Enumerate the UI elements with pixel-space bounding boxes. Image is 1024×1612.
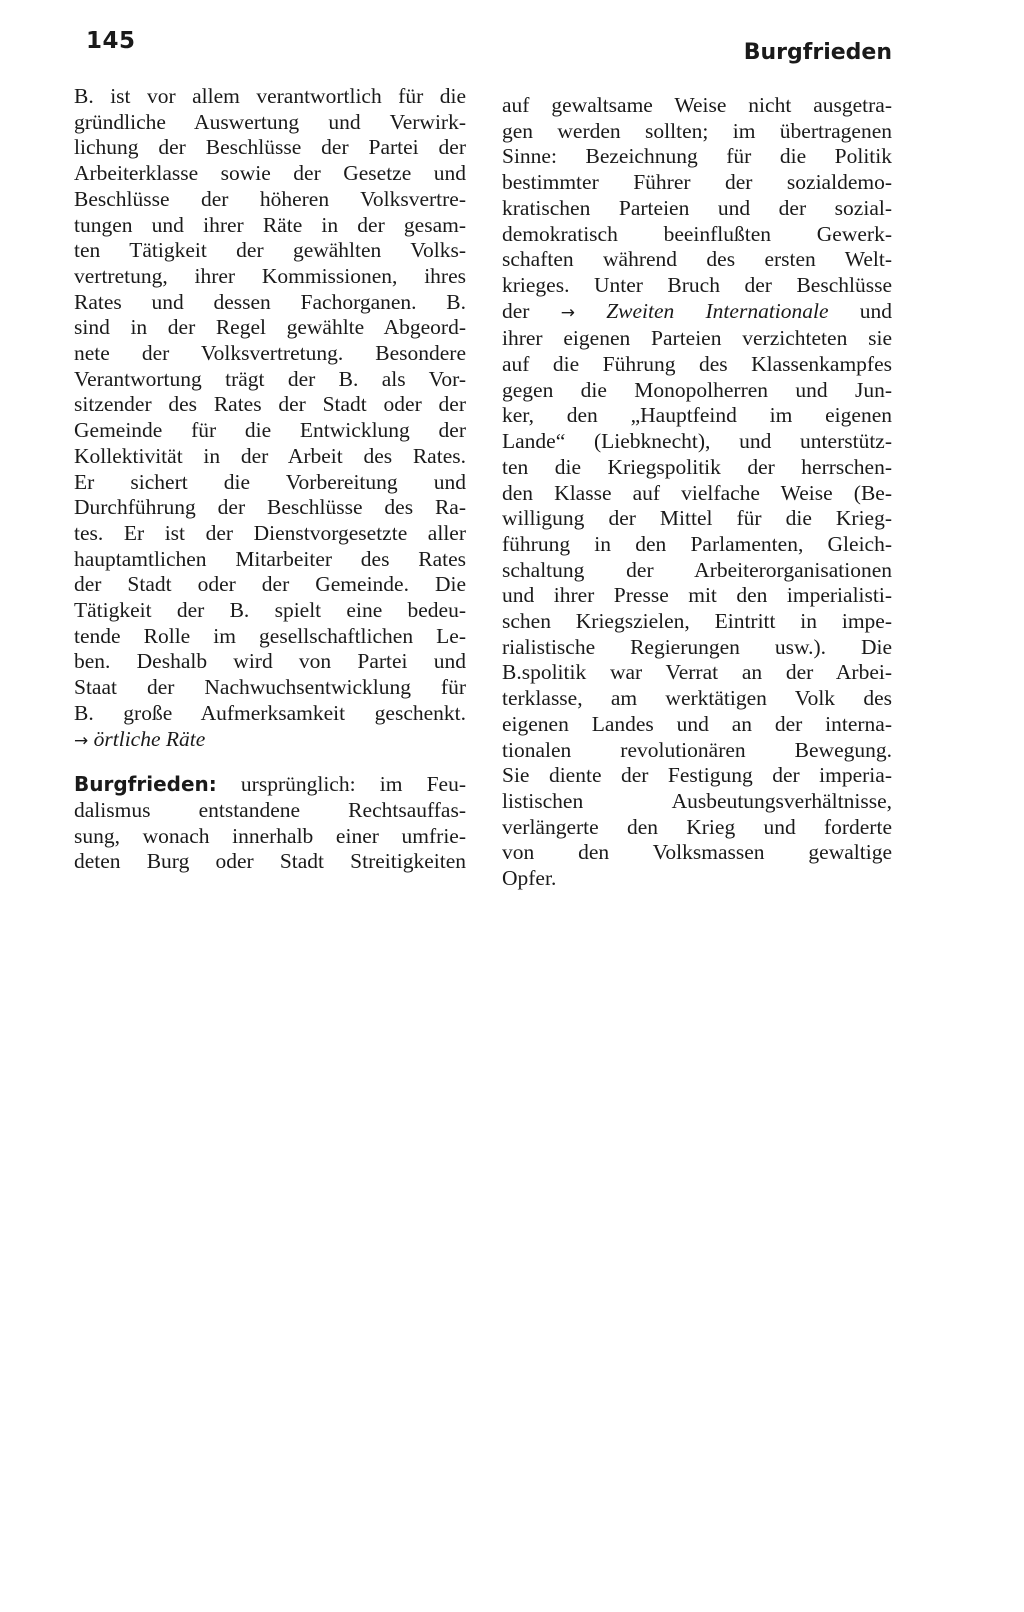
text-line: hauptamtlichen Mitarbeiter des Rates xyxy=(74,546,466,571)
arrow-icon: → xyxy=(74,730,89,751)
entry-body xyxy=(74,798,466,875)
text-line: Durchführung der Beschlüsse des Ra- xyxy=(74,495,466,520)
cross-reference-text: Zweiten Internationale xyxy=(606,298,829,323)
text-line: deten Burg oder Stadt Streitigkeiten xyxy=(74,849,466,874)
text-line: der Stadt oder der Gemeinde. Die xyxy=(74,572,466,597)
text-line: demokratisch beeinflußten Gewerk- xyxy=(502,221,892,246)
cross-reference xyxy=(74,727,466,755)
text-line: schen Kriegszielen, Eintritt in impe- xyxy=(502,609,892,634)
entry-body-continued xyxy=(502,93,892,299)
left-column xyxy=(74,84,466,875)
right-column xyxy=(502,93,892,892)
text-line: gen werden sollten; im übertragenen xyxy=(502,118,892,143)
text-line: B. große Aufmerksamkeit geschenkt. xyxy=(74,700,466,725)
text-fragment: der xyxy=(502,298,530,323)
text-line: kratischen Parteien und der sozial- xyxy=(502,195,892,220)
text-line: tungen und ihrer Räte in der gesam- xyxy=(74,212,466,237)
text-line: B.spolitik war Verrat an der Arbei- xyxy=(502,660,892,685)
text-line: Er sichert die Vorbereitung und xyxy=(74,469,466,494)
running-head: Burgfrieden xyxy=(743,40,892,65)
text-line: ihrer eigenen Parteien verzichteten sie xyxy=(502,326,892,351)
text-line: ten Tätigkeit der gewählten Volks- xyxy=(74,238,466,263)
text-line: auf gewaltsame Weise nicht ausgetra- xyxy=(502,93,892,117)
entry-first-line xyxy=(74,772,466,798)
text-line: B. ist vor allem verantwortlich für die xyxy=(74,84,466,108)
text-line: rialistische Regierungen usw.). Die xyxy=(502,634,892,659)
text-line: Lande“ (Liebknecht), und unterstütz- xyxy=(502,429,892,454)
text-line: gegen die Monopolherren und Jun- xyxy=(502,377,892,402)
text-line: ten die Kriegspolitik der herrschen- xyxy=(502,454,892,479)
text-line: schaltung der Arbeiterorganisationen xyxy=(502,557,892,582)
text-line: terklasse, am werktätigen Volk des xyxy=(502,686,892,711)
headword: Burgfrieden: xyxy=(74,772,217,797)
text-line: den Klasse auf vielfache Weise (Be- xyxy=(502,480,892,505)
text-line: ben. Deshalb wird von Partei und xyxy=(74,649,466,674)
text-line: nete der Volksvertretung. Besondere xyxy=(74,341,466,366)
text-line: Kollektivität in der Arbeit des Rates. xyxy=(74,443,466,468)
cross-reference-line xyxy=(502,299,892,327)
text-line: tes. Er ist der Dienstvorgesetzte aller xyxy=(74,520,466,545)
text-line: Sinne: Bezeichnung für die Politik xyxy=(502,144,892,169)
text-line: auf die Führung des Klassenkampfes xyxy=(502,352,892,377)
text-line: schaften während des ersten Welt- xyxy=(502,247,892,272)
entry-continuation xyxy=(74,84,466,754)
text-line: Tätigkeit der B. spielt eine bedeu- xyxy=(74,598,466,623)
text-line: ker, den „Hauptfeind im eigenen xyxy=(502,403,892,428)
entry-first-line-text: ursprünglich: im Feu- xyxy=(240,772,466,797)
text-line: bestimmter Führer der sozialdemo- xyxy=(502,170,892,195)
entry-body-continued xyxy=(502,326,892,866)
text-line: lichung der Beschlüsse der Partei der xyxy=(74,135,466,160)
page-number: 145 xyxy=(86,28,136,54)
text-line: Staat der Nachwuchsentwicklung für xyxy=(74,675,466,700)
text-line: sitzender des Rates der Stadt oder der xyxy=(74,392,466,417)
entry-body xyxy=(74,84,466,727)
text-line: Rates und dessen Fachorganen. B. xyxy=(74,289,466,314)
text-line: von den Volksmassen gewaltige xyxy=(502,840,892,865)
text-line: führung in den Parlamenten, Gleich- xyxy=(502,531,892,556)
text-line: Opfer. xyxy=(502,866,557,891)
text-line: vertretung, ihrer Kommissionen, ihres xyxy=(74,263,466,288)
entry-burgfrieden xyxy=(74,772,466,875)
text-line: tionalen revolutionären Bewegung. xyxy=(502,737,892,762)
text-line: tende Rolle im gesellschaftlichen Le- xyxy=(74,623,466,648)
text-line: listischen Ausbeutungsverhältnisse, xyxy=(502,788,892,813)
text-line: sung, wonach innerhalb einer umfrie- xyxy=(74,823,466,848)
text-line: willigung der Mittel für die Krieg- xyxy=(502,506,892,531)
text-line: sind in der Regel gewählte Abgeord- xyxy=(74,315,466,340)
arrow-icon: → xyxy=(560,302,575,323)
text-line: krieges. Unter Bruch der Beschlüsse xyxy=(502,272,892,297)
text-line: Arbeiterklasse sowie der Gesetze und xyxy=(74,161,466,186)
text-fragment: und xyxy=(859,298,893,323)
text-line: gründliche Auswertung und Verwirk- xyxy=(74,109,466,134)
text-line: und ihrer Presse mit den imperialisti- xyxy=(502,583,892,608)
text-line: dalismus entstandene Rechtsauffas- xyxy=(74,797,466,822)
text-line: verlängerte den Krieg und forderte xyxy=(502,814,892,839)
text-line: eigenen Landes und an der interna- xyxy=(502,711,892,736)
text-line: Beschlüsse der höheren Volksvertre- xyxy=(74,186,466,211)
text-line: Sie diente der Festigung der imperia- xyxy=(502,763,892,788)
text-line: Gemeinde für die Entwicklung der xyxy=(74,418,466,443)
cross-reference-text: örtliche Räte xyxy=(93,726,206,751)
text-line: Verantwortung trägt der B. als Vor- xyxy=(74,366,466,391)
